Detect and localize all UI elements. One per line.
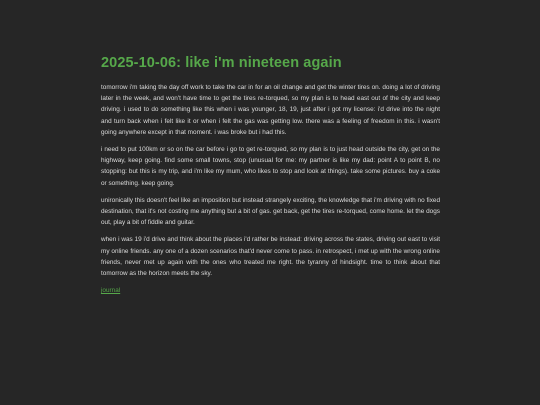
post-paragraph-2: i need to put 100km or so on the car before i go to get re-torqued, so my plan is to just head outside the city, get on the highway, keep going. find some small towns, stop (unusual for me: my partner is like my dad: point A to point B, no stopping: but this is my trip, and i'm like my mum, who likes to stop and look at things). take some pictures. buy a coke or something. keep going. <box>101 146 440 187</box>
post-title: 2025-10-06: like i'm nineteen again <box>101 55 342 71</box>
journal-tag-link[interactable]: journal <box>101 287 121 295</box>
post-paragraph-1: tomorrow i'm taking the day off work to take the car in for an oil change and get the winter tires on. doing a lot of driving later in the week, and won't have time to get the tires re-torqued, so my plan is to head east out of the city and keep driving. i used to do something like this when i was younger, 18, 19, just after i got my license: i'd drive into the night and turn back when i felt like it or when i felt the gas was getting low. there was a feeling of freedom in this. i wasn't going anywhere except in that moment. i was broke but i had this. <box>101 84 440 136</box>
post-paragraph-3: unironically this doesn't feel like an imposition but instead strangely exciting, the knowledge that i'm driving with no fixed destination, that it's not costing me anything but a bit of gas. get back, get the tires re-torqued, come home. let the dogs out, play a bit of fiddle and guitar. <box>101 196 440 227</box>
post-paragraph-4: when i was 19 i'd drive and think about the places i'd rather be instead: driving across the states, driving out east to visit my online friends. any one of a dozen scenarios that'd never come to pass. in retrospect, i met up with the wrong online friends, never met up again with the ones who treated me right. the tyranny of hindsight. time to think about that tomorrow as the horizon meets the sky. <box>101 236 440 278</box>
blog-post <box>101 54 440 297</box>
